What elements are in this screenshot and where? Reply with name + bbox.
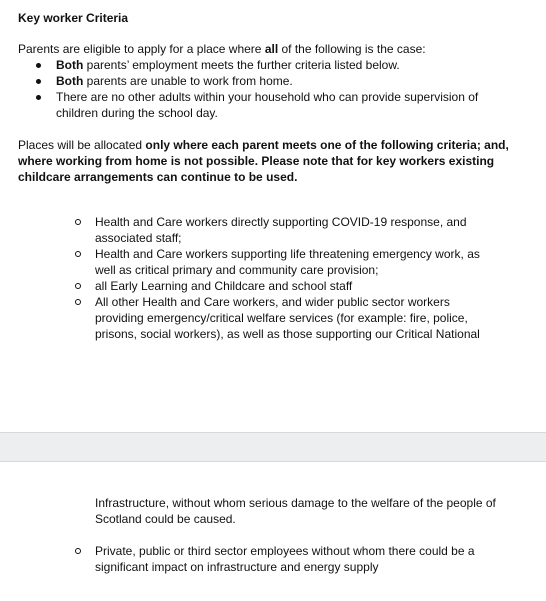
criteria-text: All other Health and Care workers, and wider public sector workers providing emergency/critical welfare services (for example: fire, police, prisons, social workers), as well as those supporting our Critical National [95, 295, 480, 341]
intro-text-b: of the following is the case: [278, 42, 426, 56]
bullet-dot-icon [36, 79, 41, 84]
circle-bullet-icon [75, 299, 81, 305]
criteria-item [0, 543, 493, 575]
condition-text: parents’ employment meets the further criteria listed below. [83, 58, 400, 72]
criteria-text: Private, public or third sector employees without whom there could be a significant impact on infrastructure and energy supply [95, 544, 475, 574]
bullet-dot-icon [36, 95, 41, 100]
allocation-bold-text: only where each parent meets one of the following criteria; and, where working from home is not possible. Please note that for key workers existing childcare arrangements can continue to be used. [18, 138, 509, 184]
circle-bullet-icon [75, 219, 81, 225]
condition-item [0, 89, 486, 121]
criteria-item [0, 246, 493, 278]
eligibility-conditions-list [0, 57, 546, 121]
criteria-item [0, 278, 493, 294]
allocation-paragraph [18, 137, 530, 185]
condition-text: There are no other adults within your household who can provide supervision of children during the school day. [56, 90, 479, 120]
criteria-text: Health and Care workers directly supporting COVID-19 response, and associated staff; [95, 215, 467, 245]
page-break-gap [0, 433, 546, 461]
circle-bullet-icon [75, 283, 81, 289]
eligibility-intro [18, 41, 528, 57]
key-worker-criteria-list [0, 214, 546, 342]
intro-text-a: Parents are eligible to apply for a place where [18, 42, 265, 56]
bullet-dot-icon [36, 63, 41, 68]
condition-item [0, 57, 486, 73]
criteria-item [0, 294, 493, 342]
key-worker-criteria-list-continued [0, 543, 546, 575]
condition-text: parents are unable to work from home. [83, 74, 293, 88]
condition-item [0, 73, 486, 89]
condition-bold: Both [56, 58, 84, 72]
allocation-text: Places will be allocated [18, 138, 146, 152]
criteria-text: all Early Learning and Childcare and school staff [95, 279, 353, 293]
circle-bullet-icon [75, 251, 81, 257]
circle-bullet-icon [75, 548, 81, 554]
document-title: Key worker Criteria [18, 11, 129, 25]
criteria-continued-text: Infrastructure, without whom serious damage to the welfare of the people of Scotland could be caused. [95, 496, 496, 526]
condition-bold: Both [56, 74, 84, 88]
criteria-text: Health and Care workers supporting life threatening emergency work, as well as critical primary and community care provision; [95, 247, 480, 277]
intro-emphasis: all [264, 42, 279, 56]
page-2 [0, 461, 546, 601]
criteria-item [0, 214, 493, 246]
